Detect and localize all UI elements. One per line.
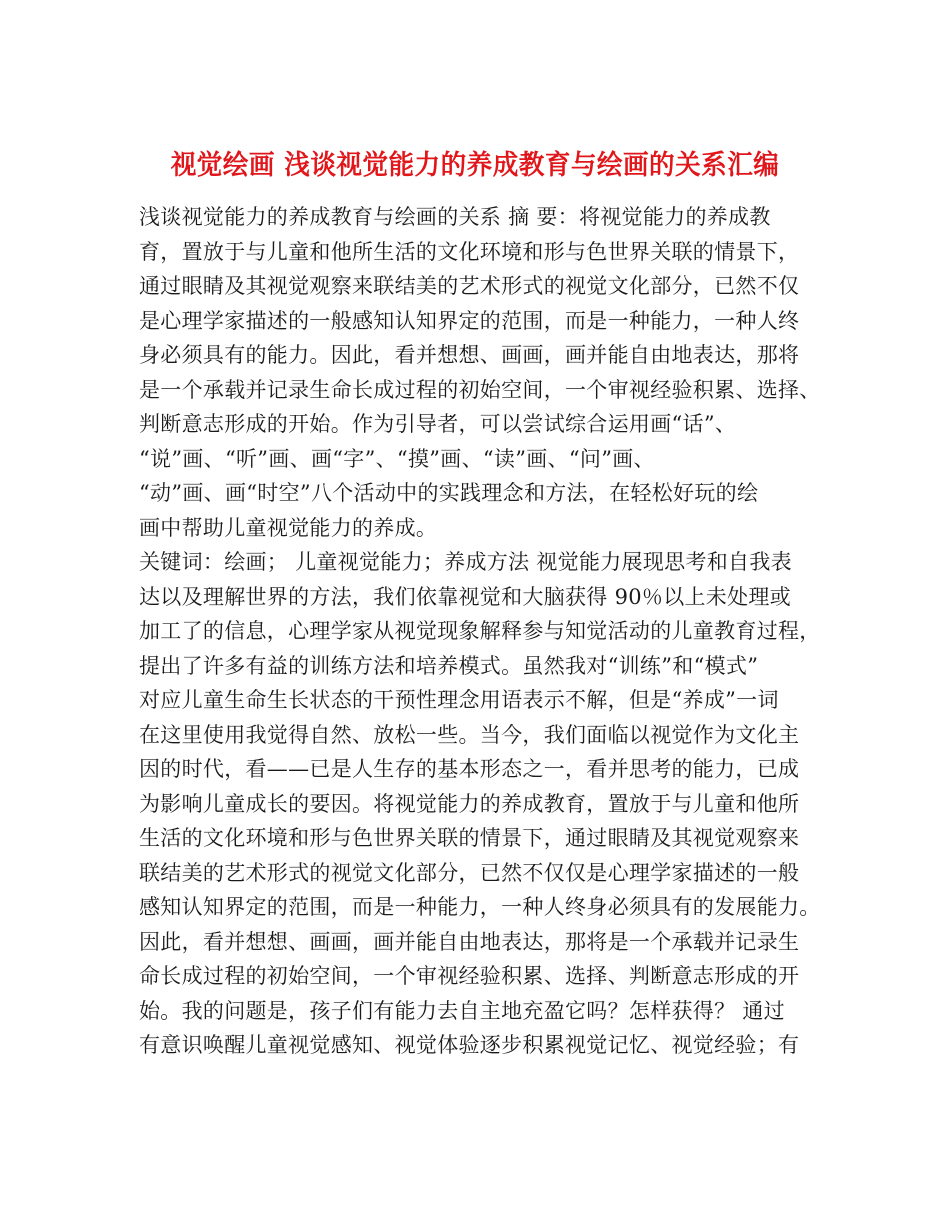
body-line: 通过眼睛及其视觉观察来联结美的艺术形式的视觉文化部分，已然不仅 xyxy=(139,274,800,298)
document-body xyxy=(139,200,839,1063)
body-line: 加工了的信息，心理学家从视觉现象解释参与知觉活动的儿童教育过程， xyxy=(139,619,821,643)
body-line: 画中帮助儿童视觉能力的养成。 xyxy=(139,515,438,540)
body-line: 命长成过程的初始空间，一个审视经验积累、选择、判断意志形成的开 xyxy=(139,964,800,988)
body-line: “动”画、画“时空”八个活动中的实践理念和方法，在轻松好玩的绘 xyxy=(139,481,759,505)
body-line: 始。我的问题是，孩子们有能力去自主地充盈它吗？怎样获得？ 通过 xyxy=(139,998,785,1023)
body-line: 生活的文化环境和形与色世界关联的情景下，通过眼睛及其视觉观察来 xyxy=(139,826,800,850)
body-line: 达以及理解世界的方法，我们依靠视觉和大脑获得 90％以上未处理或 xyxy=(139,584,791,609)
body-line: 对应儿童生命生长状态的干预性理念用语表示不解，但是“养成”一词 xyxy=(139,688,779,712)
body-line: 因的时代，看——已是人生存的基本形态之一，看并思考的能力，已成 xyxy=(139,757,800,781)
body-line: 是心理学家描述的一般感知认知界定的范围，而是一种能力，一种人终 xyxy=(139,308,800,333)
body-line: 关键词：绘画； 儿童视觉能力；养成方法 视觉能力展现思考和自我表 xyxy=(139,550,792,574)
body-line: 感知认知界定的范围，而是一种能力，一种人终身必须具有的发展能力。 xyxy=(139,895,821,919)
body-line: 身必须具有的能力。因此，看并想想、画画，画并能自由地表达，那将 xyxy=(139,343,800,367)
body-line: “说”画、“听”画、画“字”、“摸”画、“读”画、“问”画、 xyxy=(139,446,655,471)
body-line: 为影响儿童成长的要因。将视觉能力的养成教育，置放于与儿童和他所 xyxy=(139,791,800,816)
body-line: 因此，看并想想、画画，画并能自由地表达，那将是一个承载并记录生 xyxy=(139,929,800,954)
body-line: 联结美的艺术形式的视觉文化部分，已然不仅仅是心理学家描述的一般 xyxy=(139,860,800,885)
body-line: 有意识唤醒儿童视觉感知、视觉体验逐步积累视觉记忆、视觉经验；有 xyxy=(139,1033,800,1057)
body-line: 在这里使用我觉得自然、放松一些。当今，我们面临以视觉作为文化主 xyxy=(139,722,800,747)
body-line: 判断意志形成的开始。作为引导者，可以尝试综合运用画“话”、 xyxy=(139,412,737,436)
body-line: 育，置放于与儿童和他所生活的文化环境和形与色世界关联的情景下， xyxy=(139,239,800,264)
document-title: 视觉绘画 浅谈视觉能力的养成教育与绘画的关系汇编 xyxy=(170,150,780,182)
body-line: 浅谈视觉能力的养成教育与绘画的关系 摘 要：将视觉能力的养成教 xyxy=(139,205,771,229)
body-line: 是一个承载并记录生命长成过程的初始空间，一个审视经验积累、选择、 xyxy=(139,377,821,402)
body-line: 提出了许多有益的训练方法和培养模式。虽然我对“训练”和“模式” xyxy=(139,653,759,678)
